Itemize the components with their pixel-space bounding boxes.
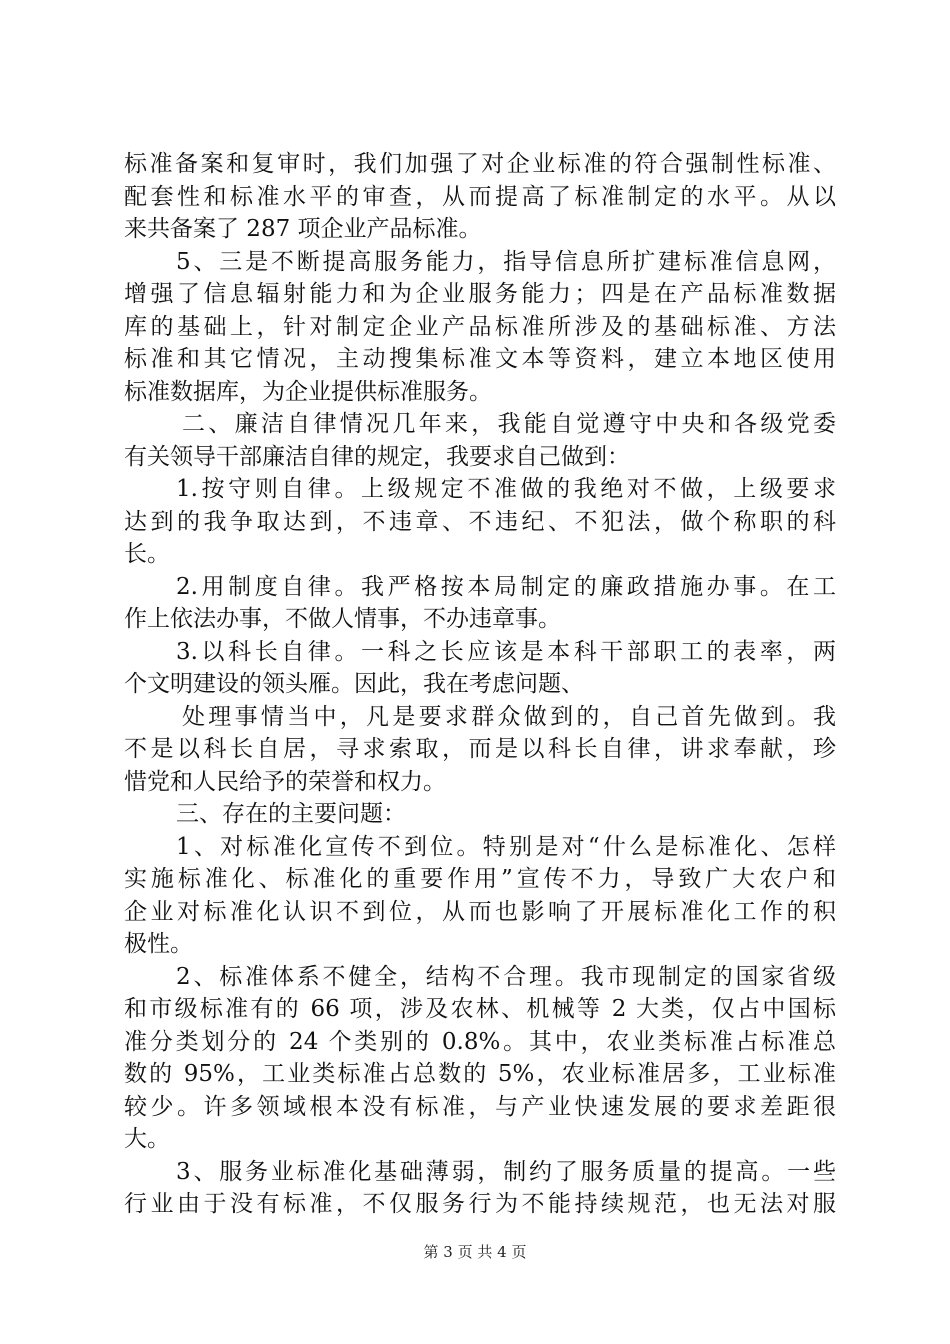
text-line: 个文明建设的领头雁。因此，我在考虑问题、: [124, 671, 584, 697]
document-body: [124, 148, 836, 1221]
text-line: 标准备案和复审时，我们加强了对企业标准的符合强制性标准、: [124, 151, 836, 177]
text-line: 标准数据库，为企业提供标准服务。: [124, 378, 492, 405]
text-line: 处理事情当中，凡是要求群众做到的，自己首先做到。我: [182, 703, 836, 730]
text-line: 库的基础上，针对制定企业产品标准所涉及的基础标准、方法: [124, 313, 836, 340]
text-line: 3.以科长自律。一科之长应该是本科干部职工的表率，两: [176, 638, 836, 665]
text-line: 配套性和标准水平的审查，从而提高了标准制定的水平。从以: [124, 183, 836, 210]
text-line: 长。: [124, 541, 170, 567]
text-line: 三、存在的主要问题：: [176, 801, 406, 827]
text-line: 实施标准化、标准化的重要作用”宣传不力，导致广大农户和: [124, 866, 836, 892]
text-line: 1、对标准化宣传不到位。特别是对“什么是标准化、怎样: [176, 833, 836, 860]
text-line: 行业由于没有标准，不仅服务行为不能持续规范，也无法对服: [124, 1191, 836, 1217]
text-line: 极性。: [124, 931, 193, 957]
text-line: 不是以科长自居，寻求索取，而是以科长自律，讲求奉献，珍: [124, 736, 836, 762]
text-line: 数的 95%，工业类标准占总数的 5%，农业标准居多，工业标准: [124, 1061, 836, 1087]
text-line: 增强了信息辐射能力和为企业服务能力；四是在产品标准数据: [124, 281, 836, 307]
text-line: 企业对标准化认识不到位，从而也影响了开展标准化工作的积: [124, 898, 836, 925]
page-number-footer: 第 3 页 共 4 页: [423, 1243, 527, 1261]
text-line: 大。: [124, 1126, 170, 1152]
text-line: 二、廉洁自律情况几年来，我能自觉遵守中央和各级党委: [182, 411, 836, 437]
text-line: 准分类划分的 24 个类别的 0.8%。其中，农业类标准占标准总: [124, 1028, 836, 1055]
text-line: 2、标准体系不健全，结构不合理。我市现制定的国家省级: [176, 963, 836, 990]
text-line: 来共备案了 287 项企业产品标准。: [124, 216, 482, 242]
text-line: 和市级标准有的 66 项，涉及农林、机械等 2 大类，仅占中国标: [124, 996, 836, 1022]
text-line: 有关领导干部廉洁自律的规定，我要求自己做到：: [124, 443, 630, 470]
text-line: 较少。许多领域根本没有标准，与产业快速发展的要求差距很: [124, 1093, 836, 1120]
text-line: 2.用制度自律。我严格按本局制定的廉政措施办事。在工: [176, 573, 836, 600]
text-line: 作上依法办事，不做人情事，不办违章事。: [124, 606, 561, 632]
text-line: 达到的我争取达到，不违章、不违纪、不犯法，做个称职的科: [124, 508, 836, 535]
text-line: 惜党和人民给予的荣誉和权力。: [124, 768, 446, 795]
text-line: 标准和其它情况，主动搜集标准文本等资料，建立本地区使用: [124, 346, 836, 372]
text-line: 5、三是不断提高服务能力，指导信息所扩建标准信息网，: [176, 248, 836, 275]
text-line: 3、服务业标准化基础薄弱，制约了服务质量的提高。一些: [176, 1158, 836, 1185]
text-line: 1.按守则自律。上级规定不准做的我绝对不做，上级要求: [176, 476, 836, 502]
